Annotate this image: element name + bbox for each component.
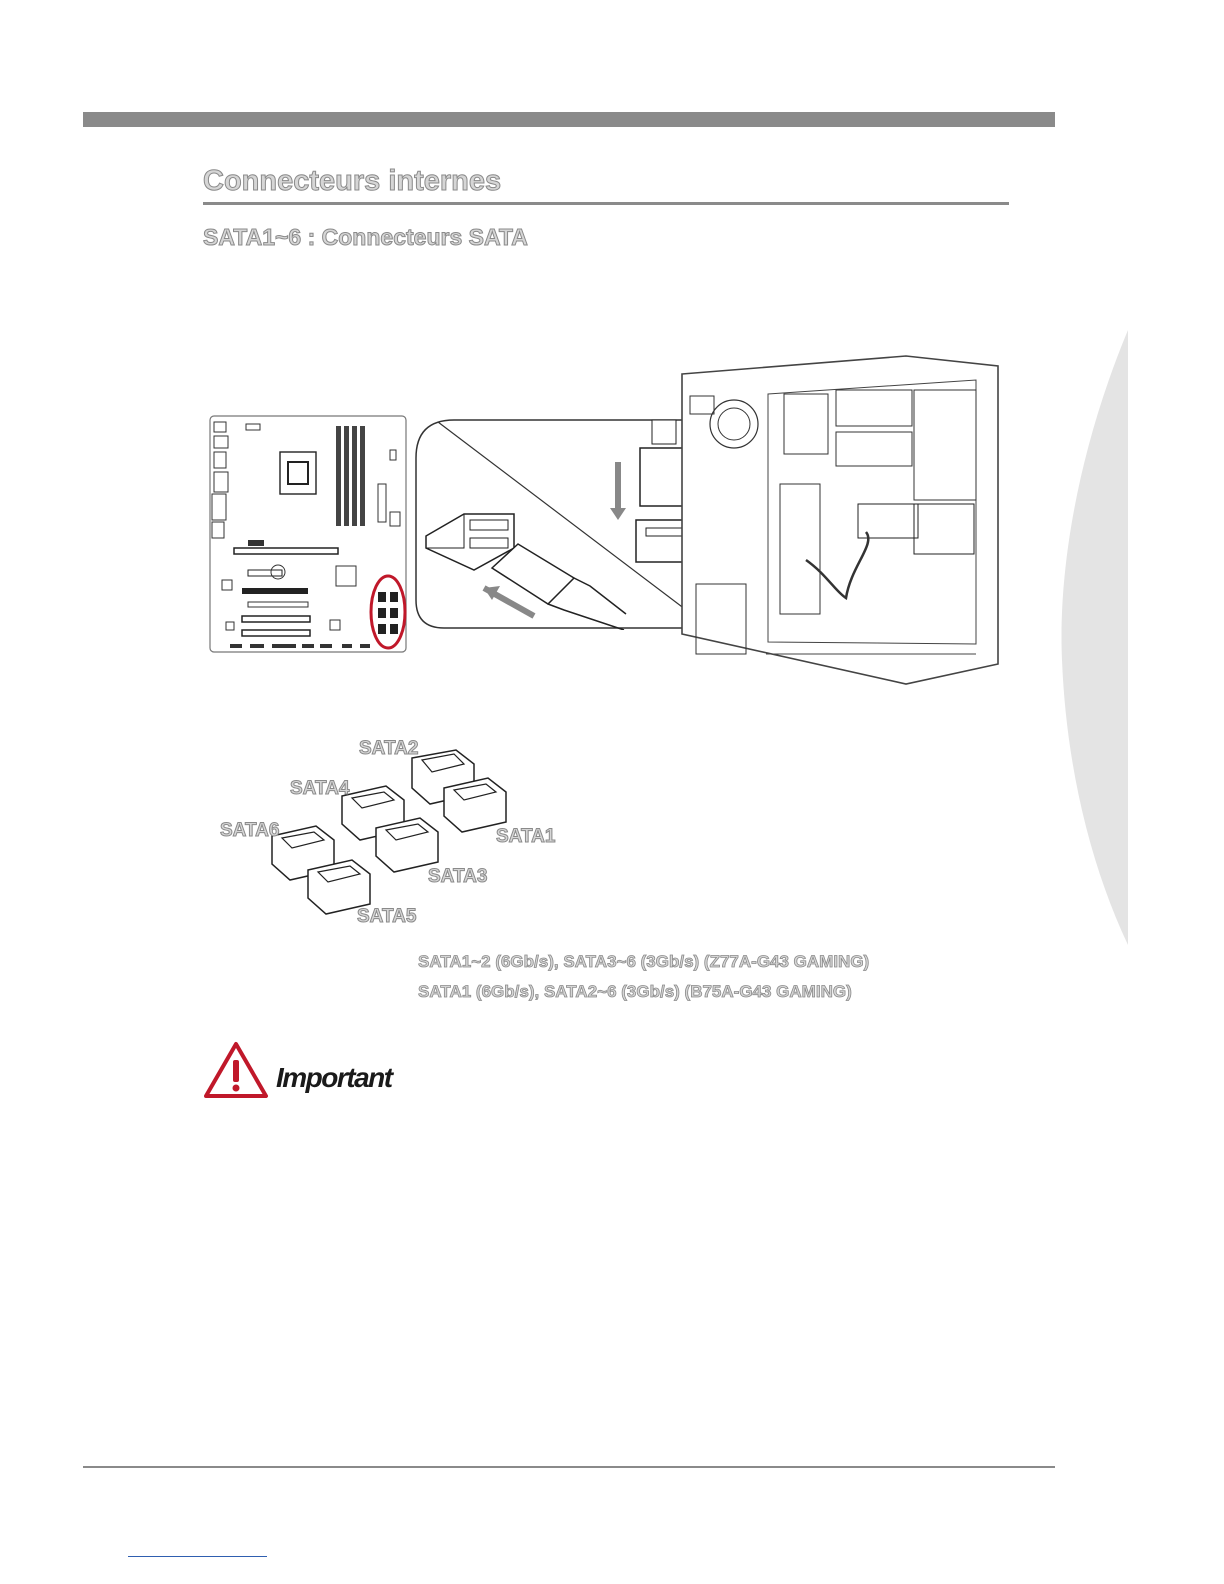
- sata5-label: SATA5: [357, 906, 417, 927]
- footer-link-underline: [128, 1556, 267, 1557]
- pc-case-diagram: [676, 354, 1006, 694]
- speed-note-z77a: SATA1~2 (6Gb/s), SATA3~6 (3Gb/s) (Z77A-G43 GAMING): [418, 952, 870, 971]
- warning-icon: [202, 1040, 270, 1100]
- sata2-label: SATA2: [359, 738, 419, 759]
- sata1-label: SATA1: [496, 826, 556, 847]
- sata4-label: SATA4: [290, 778, 350, 799]
- motherboard-layout-diagram: [208, 414, 408, 654]
- subsection-title: SATA1~6 : Connecteurs SATA: [203, 224, 528, 250]
- sata-connectors-illustration: [266, 748, 528, 928]
- sata3-label: SATA3: [428, 866, 488, 887]
- header-bar: [83, 112, 1055, 127]
- sata6-label: SATA6: [220, 820, 280, 841]
- speed-note-b75a: SATA1 (6Gb/s), SATA2~6 (3Gb/s) (B75A-G43 GAMING): [418, 982, 852, 1001]
- footer-rule: [83, 1466, 1055, 1468]
- important-heading: Important: [276, 1062, 392, 1093]
- chapter-side-tab: [1058, 330, 1128, 950]
- title-underline: [203, 202, 1009, 205]
- section-title: Connecteurs internes: [203, 165, 502, 197]
